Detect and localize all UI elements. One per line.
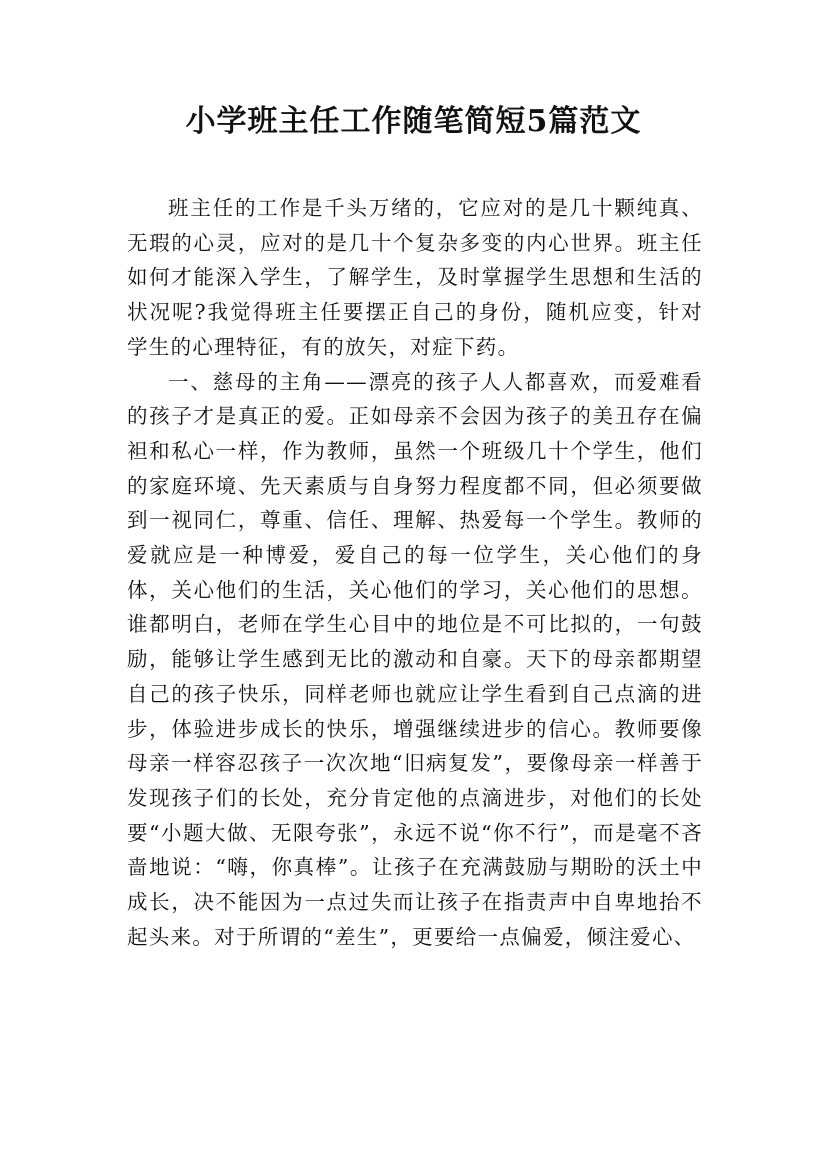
document-title: 小学班主任工作随笔简短5篇范文 (185, 104, 642, 139)
paragraph-intro: 班主任的工作是千头万绪的，它应对的是几十颗纯真、无瑕的心灵，应对的是几十个复杂多变的内心世界。班主任如何才能深入学生，了解学生，及时掌握学生思想和生活的状况呢?我觉得班主任要摆正自己的身份，随机应变，针对学生的心理特征，有的放矢，对症下药。 (127, 196, 703, 359)
paragraph-section-one: 一、慈母的主角——漂亮的孩子人人都喜欢，而爱难看的孩子才是真正的爱。正如母亲不会因为孩子的美丑存在偏袒和私心一样，作为教师，虽然一个班级几十个学生，他们的家庭环境、先天素质与自身努力程度都不同，但必须要做到一视同仁，尊重、信任、理解、热爱每一个学生。教师的爱就应是一种博爱，爱自己的每一位学生，关心他们的身体，关心他们的生活，关心他们的学习，关心他们的思想。谁都明白，老师在学生心目中的地位是不可比拟的，一句鼓励，能够让学生感到无比的激动和自豪。天下的母亲都期望自己的孩子快乐，同样老师也就应让学生看到自己点滴的进步，体验进步成长的快乐，增强继续进步的信心。教师要像母亲一样容忍孩子一次次地“旧病复发”，要像母亲一样善于发现孩子们的长处，充分肯定他的点滴进步，对他们的长处要“小题大做、无限夸张”，永远不说“你不行”，而是毫不吝啬地说：“嗨，你真棒”。让孩子在充满鼓励与期盼的沃土中成长，决不能因为一点过失而让孩子在指责声中自卑地抬不起头来。对于所谓的“差生”，更要给一点偏爱，倾注爱心、 (127, 369, 703, 949)
document-body (127, 191, 703, 954)
